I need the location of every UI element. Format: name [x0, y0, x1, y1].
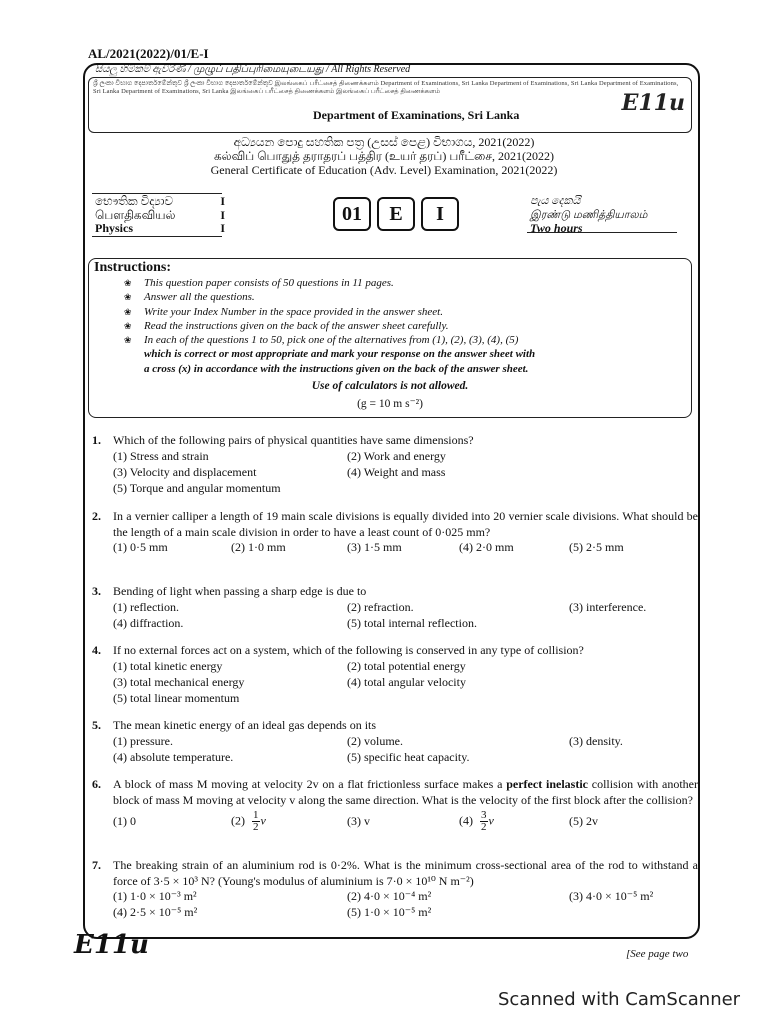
option: (5) Torque and angular momentum: [113, 480, 281, 495]
option-label: (2): [231, 813, 245, 828]
option: (4) total angular velocity: [347, 674, 466, 689]
footer-logo: E11u: [74, 930, 149, 960]
option: (5) total linear momentum: [113, 690, 240, 705]
option: (3) density.: [569, 733, 623, 748]
options: [113, 540, 702, 556]
option: (3) 4·0 × 10⁻⁵ m²: [569, 889, 654, 903]
instruction-item-continued: a cross (x) in accordance with the instructions given on the back of the answer sheet.: [144, 362, 529, 375]
duration-english: Two hours: [530, 221, 583, 235]
instruction-item: ❀ Answer all the questions.: [120, 290, 680, 304]
code-box: 01: [333, 197, 371, 231]
calculator-note: Use of calculators is not allowed.: [311, 380, 469, 392]
options: [113, 600, 702, 632]
options: [113, 810, 702, 834]
question-stem: [113, 777, 698, 808]
fraction-denominator: 2: [253, 821, 259, 833]
camscanner-watermark: Scanned with CamScanner: [498, 989, 741, 1010]
question-5: [92, 718, 702, 766]
fraction-variable: v: [260, 813, 266, 828]
option: (1) 1·0 × 10⁻³ m²: [113, 889, 197, 903]
question-6: [92, 777, 702, 834]
paper-code-boxes: [333, 197, 459, 231]
option: (4) diffraction.: [113, 615, 184, 630]
stem-text: collision with another block of mass M moving at velocity v along the same direction. What is the velocity of the first block after the collision?: [113, 777, 699, 807]
subject-block: [95, 195, 225, 236]
subject-name: භෞතික විද්‍යාව: [95, 194, 174, 208]
code-box: E: [377, 197, 415, 231]
question-number: 5.: [92, 718, 101, 732]
option: (4) Weight and mass: [347, 464, 446, 479]
option: (4) 2·0 mm: [459, 540, 514, 554]
instruction-item: ❀ Read the instructions given on the back of the answer sheet carefully.: [120, 319, 680, 333]
code-box: I: [421, 197, 459, 231]
header-repeat-text: ශ්‍රී ලංකා විභාග දෙපාර්තමේන්තුව ශ්‍රී ලංකා විභාග දෙපාර්තමේන්තුව இலங்கைப் பரீட்சைத் திணைக்களம் Department of Examinations, Sri Lanka Department of Examinations, Sri Lanka Department of Examinations, Sri Lanka Department of Examinations, Sri Lanka இலங்கைப் பரீட்சைத் திணைக்களம் இலங்கைப் பரீட்சைத் திணைக்களம்: [93, 80, 679, 95]
option: (3) Velocity and displacement: [113, 464, 257, 479]
fraction-numerator: 3: [481, 809, 487, 821]
subject-row: [95, 222, 225, 236]
subject-row: [95, 195, 225, 209]
option-fraction: [459, 810, 494, 833]
question-stem: In a vernier calliper a length of 19 main scale divisions is equally divided into 20 vernier scale divisions. What should be the length of a main scale division in order to have a least count of 0·025 mm?: [113, 509, 698, 539]
question-4: [92, 643, 702, 707]
option-fraction: [231, 810, 266, 833]
question-number: 3.: [92, 584, 101, 598]
duration-sinhala: පැය දෙකයි: [530, 195, 581, 207]
department-header: [88, 77, 692, 133]
option: (1) pressure.: [113, 733, 173, 748]
question-stem: The breaking strain of an aluminium rod is 0·2%. What is the minimum cross-sectional area of the rod to withstand a force of 3·5 × 10³ N? (Young's modulus of aluminium is 7·0 × 10¹⁰ N m⁻²): [113, 858, 698, 888]
stem-text: A block of mass M moving at velocity 2v on a flat frictionless surface makes a: [113, 777, 507, 791]
option: (1) 0: [113, 814, 136, 828]
option: (5) total internal reflection.: [347, 615, 477, 630]
question-stem: Which of the following pairs of physical quantities have same dimensions?: [113, 433, 474, 447]
subject-name: பௌதிகவியல்: [95, 207, 176, 222]
option: (1) 0·5 mm: [113, 540, 168, 554]
option: (2) Work and energy: [347, 448, 446, 463]
duration-tamil: இரண்டு மணித்தியாலம்: [530, 208, 648, 221]
instruction-item: ❀ Write your Index Number in the space provided in the answer sheet.: [120, 305, 680, 319]
exam-title-tamil: கல்விப் பொதுத் தராதரப் பத்திர (உயர் தரப்) பரீட்சை, 2021(2022): [213, 149, 555, 163]
duration-block: [530, 195, 648, 236]
option: (3) total mechanical energy: [113, 674, 245, 689]
option: (2) refraction.: [347, 599, 414, 614]
options: [113, 449, 702, 497]
question-1: [92, 433, 702, 497]
gravity-value: (g = 10 m s⁻²): [357, 398, 423, 410]
question-7: [92, 858, 702, 921]
subject-part: I: [220, 207, 225, 222]
question-stem: Bending of light when passing a sharp edge is due to: [113, 584, 367, 598]
option: (1) reflection.: [113, 599, 179, 614]
options: [113, 659, 702, 707]
question-stem: If no external forces act on a system, which of the following is conserved in any type of collision?: [113, 643, 584, 657]
fraction-variable: v: [488, 813, 494, 828]
fraction-denominator: 2: [481, 821, 487, 833]
option: (1) total kinetic energy: [113, 658, 223, 673]
exam-title-sinhala: අධ්‍යයන පොදු සහතික පත්‍ර (උසස් පෙළ) විභාගය, 2021(2022): [233, 135, 535, 149]
question-number: 7.: [92, 858, 101, 872]
option: (5) 2·5 mm: [569, 540, 624, 554]
subject-row: [95, 209, 225, 223]
fraction-numerator: 1: [253, 809, 259, 821]
examination-logo: E11u: [621, 90, 685, 116]
option: (4) 2·5 × 10⁻⁵ m²: [113, 905, 198, 919]
option: (5) 1·0 × 10⁻⁵ m²: [347, 905, 432, 919]
stem-emphasis: perfect inelastic: [506, 777, 588, 791]
question-number: 6.: [92, 777, 101, 791]
option: (2) volume.: [347, 733, 403, 748]
question-2: [92, 509, 702, 556]
instruction-item: ❀ In each of the questions 1 to 50, pick one of the alternatives from (1), (2), (3), (4), (5): [120, 333, 680, 347]
question-stem: The mean kinetic energy of an ideal gas depends on its: [113, 718, 377, 732]
subject-name: Physics: [95, 221, 134, 235]
option: (3) v: [347, 814, 370, 828]
instruction-item-continued: which is correct or most appropriate and mark your response on the answer sheet with: [144, 348, 536, 361]
exam-title-english: General Certificate of Education (Adv. Level) Examination, 2021(2022): [210, 163, 558, 177]
duration-underline: [527, 232, 677, 233]
option: (2) total potential energy: [347, 658, 466, 673]
options: [113, 889, 702, 921]
option: (5) specific heat capacity.: [347, 749, 470, 764]
options: [113, 734, 702, 766]
subject-part: I: [220, 194, 225, 208]
option: (3) 1·5 mm: [347, 540, 402, 554]
question-number: 4.: [92, 643, 101, 657]
subject-part: I: [220, 221, 225, 235]
fraction: [480, 810, 488, 833]
question-3: [92, 584, 702, 632]
option: (1) Stress and strain: [113, 448, 209, 463]
option: (5) 2v: [569, 814, 598, 828]
fraction: [252, 810, 260, 833]
option: (2) 4·0 × 10⁻⁴ m²: [347, 889, 432, 903]
paper-code: AL/2021(2022)/01/E-I: [88, 46, 209, 61]
instruction-item: ❀ This question paper consists of 50 questions in 11 pages.: [120, 276, 680, 290]
option: (3) interference.: [569, 599, 647, 614]
rights-line: සියලු හිමිකම් ඇවිරිණි / முழுப் பதிப்புரிமையுடையது / All Rights Reserved: [95, 64, 411, 75]
instructions-title: Instructions:: [94, 260, 172, 275]
option: (4) absolute temperature.: [113, 749, 234, 764]
option-label: (4): [459, 813, 473, 828]
question-number: 2.: [92, 509, 101, 523]
department-stamp: Department of Examinations, Sri Lanka: [309, 108, 523, 123]
question-number: 1.: [92, 433, 101, 447]
see-page-note: [See page two: [626, 948, 689, 960]
option: (2) 1·0 mm: [231, 540, 286, 554]
instructions-list: [120, 276, 680, 376]
